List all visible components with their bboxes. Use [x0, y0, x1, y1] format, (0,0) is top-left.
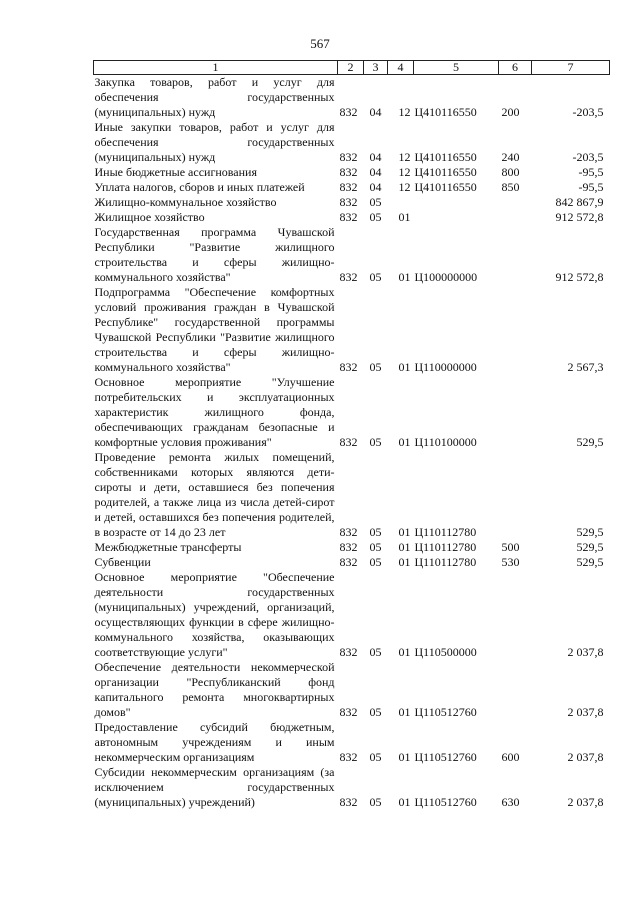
table-row	[94, 180, 610, 195]
row-subsection-cell	[388, 195, 414, 210]
table-row	[94, 450, 610, 540]
row-target-article-cell: Ц410116550	[414, 180, 477, 194]
row-target-article-cell: Ц110512760	[414, 750, 477, 764]
row-section-cell: 05	[369, 645, 382, 659]
row-expense-type-cell	[499, 570, 532, 660]
row-amount-cell: -95,5	[578, 165, 604, 179]
row-subsection-cell: 01	[398, 525, 411, 539]
table-row	[94, 120, 610, 165]
table-row	[94, 720, 610, 765]
table-row	[94, 570, 610, 660]
row-expense-type-cell: 200	[501, 105, 520, 119]
row-target-article-cell: Ц110112780	[414, 555, 477, 569]
row-subsection-cell: 12	[398, 150, 411, 164]
row-section-cell: 04	[369, 105, 382, 119]
row-subsection-cell: 01	[398, 540, 411, 554]
row-name-cell: Уплата налогов, сборов и иных платежей	[94, 180, 305, 194]
row-expense-type-cell: 240	[501, 150, 520, 164]
row-expense-type-cell: 600	[501, 750, 520, 764]
row-expense-type-cell: 500	[501, 540, 520, 554]
row-name-cell: Жилищно-коммунальное хозяйство	[94, 195, 277, 209]
row-target-article-cell	[414, 210, 499, 225]
table-header	[94, 61, 610, 75]
page-number: 567	[310, 36, 330, 51]
row-subsection-cell: 12	[398, 165, 411, 179]
row-subsection-cell: 01	[398, 270, 411, 284]
row-admin-code-cell: 832	[339, 165, 358, 179]
row-expense-type-cell	[499, 210, 532, 225]
row-expense-type-cell: 800	[501, 165, 520, 179]
row-admin-code-cell: 832	[339, 150, 358, 164]
row-expense-type-cell	[499, 450, 532, 540]
row-amount-cell: 842 867,9	[555, 195, 604, 209]
table-row	[94, 225, 610, 285]
row-admin-code-cell: 832	[339, 210, 358, 224]
row-subsection-cell: 01	[398, 750, 411, 764]
row-amount-cell: 529,5	[576, 435, 604, 449]
row-subsection-cell: 01	[398, 705, 411, 719]
header-col-6: 6	[499, 61, 532, 75]
row-name-cell: Закупка товаров, работ и услуг для обеспечения государственных (муниципальных) нужд	[94, 75, 335, 119]
row-amount-cell: 2 567,3	[567, 360, 604, 374]
row-admin-code-cell: 832	[339, 540, 358, 554]
row-expense-type-cell	[499, 225, 532, 285]
row-admin-code-cell: 832	[339, 180, 358, 194]
row-name-cell: Иные бюджетные ассигнования	[94, 165, 257, 179]
row-target-article-cell: Ц110500000	[414, 645, 477, 659]
row-section-cell: 05	[369, 195, 382, 209]
row-section-cell: 05	[369, 750, 382, 764]
row-target-article-cell: Ц110112780	[414, 525, 477, 539]
header-row	[94, 61, 610, 75]
table-body	[94, 75, 610, 811]
table-row	[94, 765, 610, 810]
row-amount-cell: 2 037,8	[567, 705, 604, 719]
header-col-7: 7	[532, 61, 610, 75]
row-expense-type-cell	[499, 375, 532, 450]
row-target-article-cell: Ц410116550	[414, 150, 477, 164]
row-admin-code-cell: 832	[339, 750, 358, 764]
row-amount-cell: 912 572,8	[555, 210, 604, 224]
table-row	[94, 75, 610, 121]
table-row	[94, 555, 610, 570]
row-section-cell: 05	[369, 270, 382, 284]
row-name-cell: Основное мероприятие "Улучшение потребительских и эксплуатационных характеристик жилищного фонда, обеспечивающих гражданам безопасные и комфортные условия проживания"	[94, 375, 335, 449]
table-row	[94, 375, 610, 450]
row-section-cell: 04	[369, 150, 382, 164]
row-name-cell: Обеспечение деятельности некоммерческой организации "Республиканский фонд капитального ремонта многоквартирных домов"	[94, 660, 335, 719]
row-target-article-cell	[414, 195, 499, 210]
row-section-cell: 05	[369, 555, 382, 569]
row-name-cell: Предоставление субсидий бюджетным, автономным учреждениям и иным некоммерческим организациям	[94, 720, 335, 764]
row-subsection-cell: 01	[398, 645, 411, 659]
row-amount-cell: -203,5	[572, 105, 604, 119]
row-admin-code-cell: 832	[339, 105, 358, 119]
row-admin-code-cell: 832	[339, 195, 358, 209]
row-amount-cell: 529,5	[576, 555, 604, 569]
row-amount-cell: 912 572,8	[555, 270, 604, 284]
row-section-cell: 04	[369, 180, 382, 194]
header-col-2: 2	[338, 61, 364, 75]
row-subsection-cell: 01	[398, 555, 411, 569]
table-row	[94, 285, 610, 375]
row-name-cell: Субсидии некоммерческим организациям (за исключением государственных (муниципальных) учреждений)	[94, 765, 335, 809]
row-section-cell: 05	[369, 540, 382, 554]
row-target-article-cell: Ц410116550	[414, 165, 477, 179]
row-subsection-cell: 01	[398, 795, 411, 809]
row-admin-code-cell: 832	[339, 555, 358, 569]
row-admin-code-cell: 832	[339, 645, 358, 659]
row-amount-cell: -95,5	[578, 180, 604, 194]
row-name-cell: Подпрограмма "Обеспечение комфортных условий проживания граждан в Чувашской Республике" государственной программы Чувашской Республики "Развитие жилищного строительства и сферы жилищно-коммунального хозяйства"	[94, 285, 335, 374]
row-subsection-cell: 01	[398, 210, 411, 224]
row-section-cell: 05	[369, 435, 382, 449]
row-section-cell: 05	[369, 795, 382, 809]
row-amount-cell: 529,5	[576, 525, 604, 539]
table-row	[94, 195, 610, 210]
row-section-cell: 05	[369, 705, 382, 719]
row-subsection-cell: 12	[398, 105, 411, 119]
row-admin-code-cell: 832	[339, 435, 358, 449]
row-subsection-cell: 01	[398, 360, 411, 374]
row-admin-code-cell: 832	[339, 795, 358, 809]
row-expense-type-cell: 850	[501, 180, 520, 194]
row-subsection-cell: 01	[398, 435, 411, 449]
row-admin-code-cell: 832	[339, 705, 358, 719]
row-target-article-cell: Ц100000000	[414, 270, 478, 284]
table-row	[94, 660, 610, 720]
row-amount-cell: 529,5	[576, 540, 604, 554]
row-target-article-cell: Ц110512760	[414, 795, 477, 809]
row-subsection-cell: 12	[398, 180, 411, 194]
row-amount-cell: 2 037,8	[567, 645, 604, 659]
row-admin-code-cell: 832	[339, 360, 358, 374]
row-expense-type-cell	[499, 285, 532, 375]
budget-table	[93, 60, 610, 810]
row-admin-code-cell: 832	[339, 525, 358, 539]
header-col-4: 4	[388, 61, 414, 75]
row-target-article-cell: Ц110000000	[414, 360, 477, 374]
row-amount-cell: 2 037,8	[567, 795, 604, 809]
row-section-cell: 04	[369, 165, 382, 179]
row-name-cell: Субвенции	[94, 555, 151, 569]
row-amount-cell: -203,5	[572, 150, 604, 164]
row-section-cell: 05	[369, 210, 382, 224]
row-target-article-cell: Ц110112780	[414, 540, 477, 554]
table-row	[94, 540, 610, 555]
row-expense-type-cell	[499, 195, 532, 210]
row-name-cell: Проведение ремонта жилых помещений, собственниками которых являются дети-сироты и дети, оставшиеся без попечения родителей, а также лица из числа детей-сирот и детей, оставшихся без попечения родителей, в возрасте от 14 до 23 лет	[94, 450, 335, 539]
table-row	[94, 210, 610, 225]
row-expense-type-cell: 530	[501, 555, 520, 569]
header-col-1: 1	[94, 61, 338, 75]
row-target-article-cell: Ц110100000	[414, 435, 477, 449]
row-target-article-cell: Ц410116550	[414, 105, 477, 119]
row-expense-type-cell	[499, 660, 532, 720]
row-name-cell: Иные закупки товаров, работ и услуг для обеспечения государственных (муниципальных) нужд	[94, 120, 335, 164]
row-section-cell: 05	[369, 525, 382, 539]
row-expense-type-cell: 630	[501, 795, 520, 809]
row-name-cell: Государственная программа Чувашской Республики "Развитие жилищного строительства и сферы жилищно-коммунального хозяйства"	[94, 225, 335, 284]
row-amount-cell: 2 037,8	[567, 750, 604, 764]
row-name-cell: Основное мероприятие "Обеспечение деятельности государственных (муниципальных) учреждений, организаций, осуществляющих функции в сфере жилищно-коммунального хозяйства, оказывающих соответствующие услуги"	[94, 570, 335, 659]
row-name-cell: Межбюджетные трансферты	[94, 540, 242, 554]
row-target-article-cell: Ц110512760	[414, 705, 477, 719]
row-section-cell: 05	[369, 360, 382, 374]
table-row	[94, 165, 610, 180]
header-col-3: 3	[364, 61, 388, 75]
header-col-5: 5	[414, 61, 499, 75]
row-name-cell: Жилищное хозяйство	[94, 210, 205, 224]
row-admin-code-cell: 832	[339, 270, 358, 284]
